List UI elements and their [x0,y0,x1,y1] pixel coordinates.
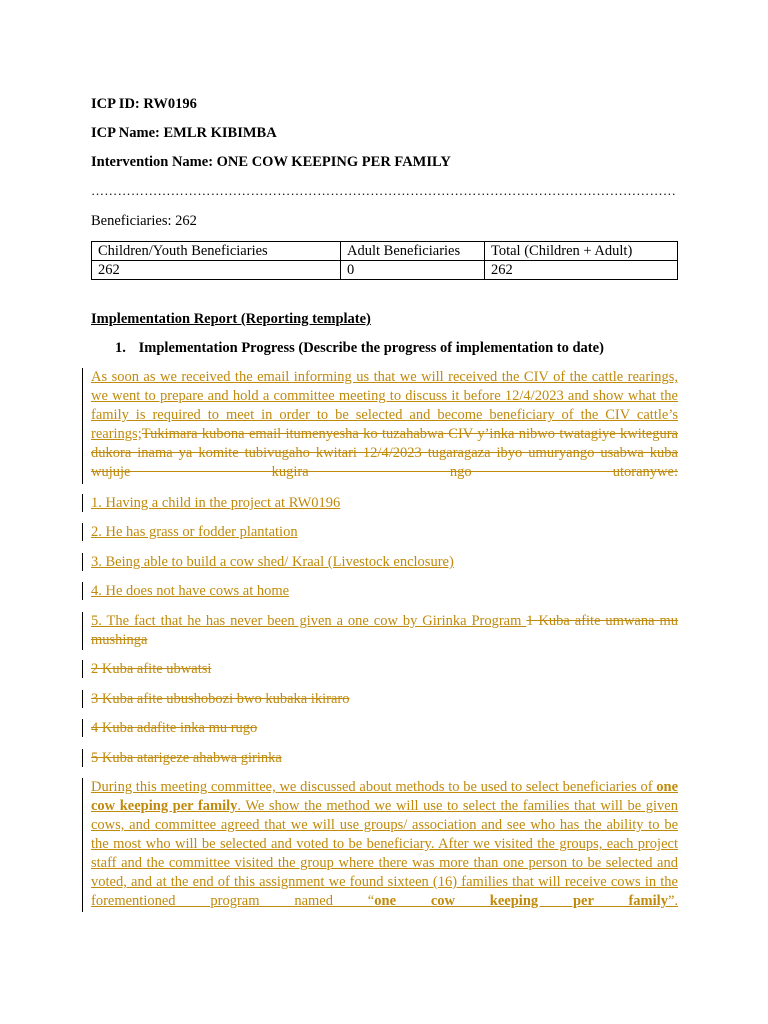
intervention-name: Intervention Name: ONE COW KEEPING PER FAMILY [91,154,451,170]
change-bar [82,553,83,571]
inserted-text: 5. The fact that he has never been given a one cow by Girinka Program [91,613,527,629]
change-bar [82,749,83,767]
deleted-text: Tukimara kubona email itumenyesha ko tuzahabwa CIV y’inka nibwo twatagiye kwitegura dukora inama ya komite tubivugaho kwitari 12/4/2023 tugaragaza ibyo umuryango usabwa kuba wujuje kugira ngo utoranywe: [91,426,678,480]
table-header-adult: Adult Beneficiaries [341,242,485,261]
change-bar [82,368,83,484]
table-cell-adult: 0 [341,261,485,280]
paragraph-meeting: During this meeting committee, we discussed about methods to be used to select beneficiaries of one cow keeping per family. We show the method we will use to select the families that will be given cows, and committee agreed that we will use groups/ association and see who has the ability to be the most who will be selected and voted to be beneficiary. After we visited the groups, each project staff and the committee visited the group where there was more than one person to be selected and voted, and at the end of this assignment we found sixteen (16) families that will receive cows in the forementioned program named “one cow keeping per family”. [91,779,679,909]
beneficiaries-table [91,241,678,280]
icp-name: ICP Name: EMLR KIBIMBA [91,125,277,141]
beneficiaries-total: Beneficiaries: 262 [91,213,197,229]
bold-program-name: one cow keeping per family [91,779,678,814]
paragraph-intro [91,368,678,482]
table-cell-children: 262 [92,261,341,280]
change-bar [82,612,83,650]
change-bar [82,719,83,737]
dotted-separator: …………………………………………………………………………………………………………………… [91,185,677,197]
icp-id: ICP ID: RW0196 [91,96,197,112]
table-cell-total: 262 [485,261,678,280]
list-item [91,612,678,650]
list-item: 4. He does not have cows at home [91,583,290,599]
deleted-list-item: 2 Kuba afite ubwatsi [91,661,212,677]
list-item: 1. Having a child in the project at RW0196 [91,495,341,511]
table-header-children: Children/Youth Beneficiaries [92,242,341,261]
table-header-total: Total (Children + Adult) [485,242,678,261]
deleted-list-item: 4 Kuba adafite inka mu rugo [91,720,258,736]
change-bar [82,494,83,512]
inserted-text: As soon as we received the email informing us that we will received the CIV of the cattle rearings, we went to prepare and hold a committee meeting to discuss it before 12/4/2023 and show what the family is required to meet in order to be selected and become beneficiary of the CIV cattle’s rearings; [91,369,678,442]
table-row [92,261,678,280]
deleted-list-item: 5 Kuba atarigeze ahabwa girinka [91,750,282,766]
section-title: Implementation Report (Reporting template) [91,311,371,327]
change-bar [82,660,83,678]
change-bar [82,523,83,541]
list-item: 2. He has grass or fodder plantation [91,524,298,540]
change-bar [82,582,83,600]
change-bar [82,778,83,912]
subsection-title: Implementation Progress (Describe the progress of implementation to date) [138,340,604,356]
change-bar [82,690,83,708]
bold-program-name: one cow keeping per family [374,893,668,909]
list-item: 3. Being able to build a cow shed/ Kraal (Livestock enclosure) [91,554,454,570]
subsection-heading [115,339,604,357]
deleted-list-item: 3 Kuba afite ubushobozi bwo kubaka ikiraro [91,691,350,707]
deleted-text: 1 Kuba afite umwana mu mushinga [91,613,678,648]
subsection-number: 1. [115,340,126,356]
table-header-row [92,242,678,261]
